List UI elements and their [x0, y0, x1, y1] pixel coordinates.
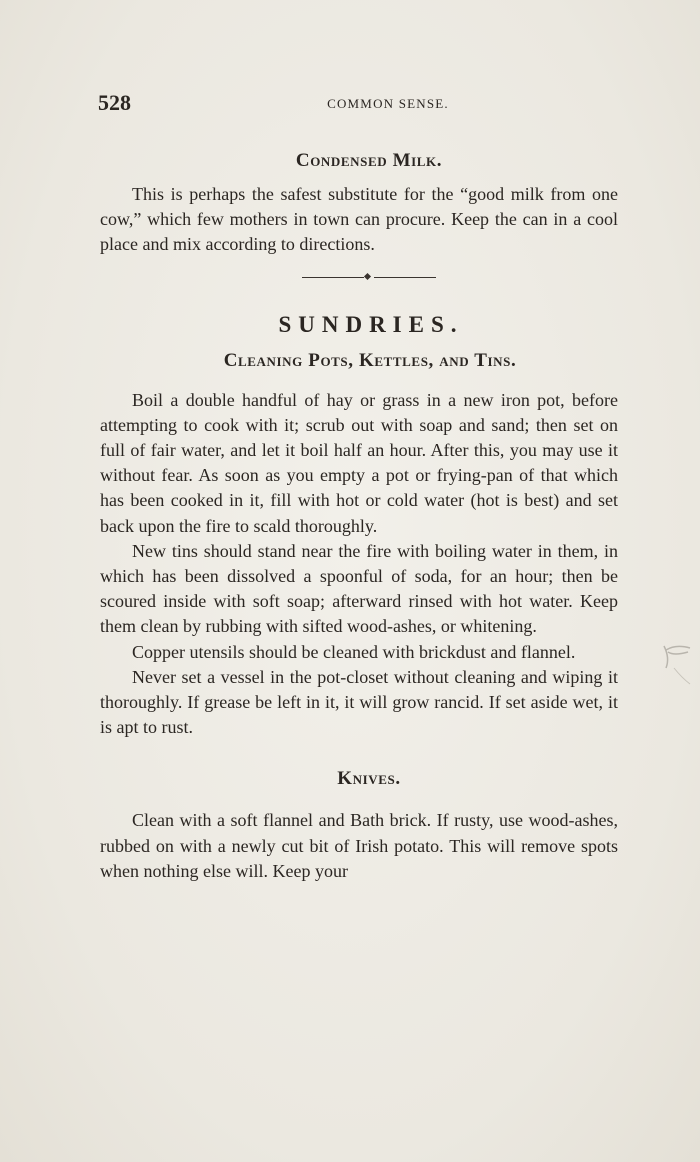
diamond-ornament-icon	[364, 273, 371, 280]
sundries-paragraph-1: Boil a double handful of hay or grass in a new iron pot, before attempting to cook with it; scrub out with soap and sand; then set on full of fair water, and let it boil half an hour. After this, you may use it without fear. As soon as you empty a pot or frying-pan of that which has been cooked in it, fill with hot or cold water (hot is best) and set back upon the fire to scald thoroughly.	[100, 389, 618, 536]
condensed-milk-paragraph: This is perhaps the safest substitute for the “good milk from one cow,” which few mothers in town can procure. Keep the can in a cool place and mix according to directions.	[100, 184, 618, 255]
section-divider	[302, 272, 436, 282]
sundries-paragraph-2: New tins should stand near the fire with boiling water in them, in which has been dissolved a spoonful of soda, for an hour; then be scoured inside with soft soap; afterward rinsed with hot water. Keep them clean by rubbing with sifted wood-ashes, or whitening.	[100, 540, 618, 637]
divider-rule-left	[302, 277, 364, 278]
cleaning-pots-heading: Cleaning Pots, Kettles, and Tins.	[223, 349, 517, 371]
page-header	[98, 90, 618, 120]
page-number: 528	[98, 90, 131, 115]
running-head: COMMON SENSE.	[327, 96, 449, 111]
knives-paragraph: Clean with a soft flannel and Bath brick. If rusty, use wood-ashes, rubbed on with a newly cut bit of Irish potato. This will remove spots when nothing else will. Keep your	[100, 810, 618, 881]
sundries-heading: SUNDRIES.	[278, 311, 464, 337]
page-content	[100, 150, 618, 884]
sundries-paragraph-4: Never set a vessel in the pot-closet without cleaning and wiping it thoroughly. If grease be left in it, it will grow rancid. If set aside wet, it is apt to rust.	[100, 666, 618, 738]
condensed-milk-heading: Condensed Milk.	[295, 150, 443, 171]
margin-pencil-mark-icon	[660, 638, 694, 688]
divider-rule-right	[374, 277, 436, 278]
sundries-paragraph-3: Copper utensils should be cleaned with brickdust and flannel.	[132, 641, 576, 662]
knives-heading: Knives.	[337, 768, 401, 790]
